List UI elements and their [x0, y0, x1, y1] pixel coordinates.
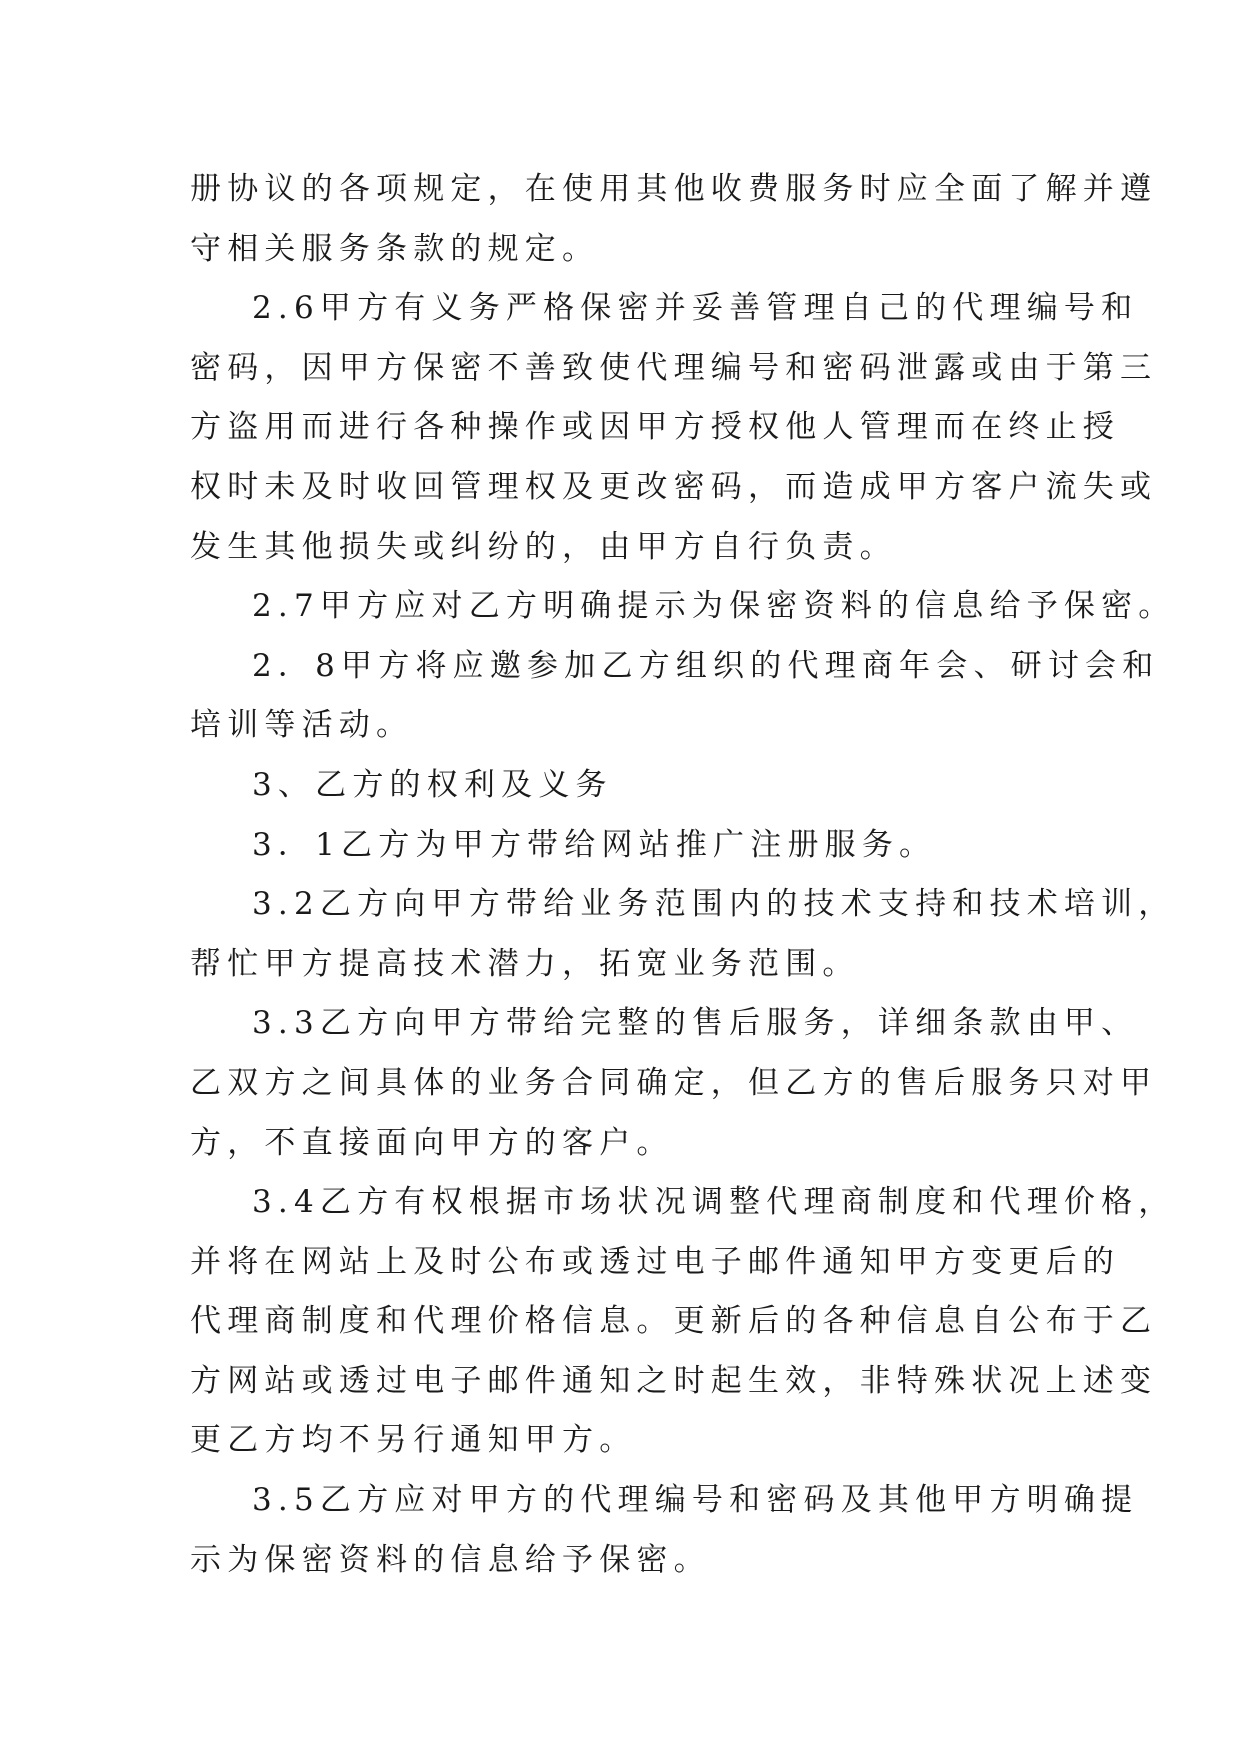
text-line: 3.3乙方向甲方带给完整的售后服务，详细条款由甲、 [252, 1005, 1139, 1042]
text-line: 2．8甲方将应邀参加乙方组织的代理商年会、研讨会和 [252, 647, 1160, 684]
text-line: 乙双方之间具体的业务合同确定，但乙方的售后服务只对甲 [190, 1064, 1158, 1101]
text-line: 方，不直接面向甲方的客户。 [190, 1124, 674, 1161]
text-line: 示为保密资料的信息给予保密。 [190, 1541, 711, 1578]
text-line: 帮忙甲方提高技术潜力，拓宽业务范围。 [190, 945, 860, 982]
text-line: 3.4乙方有权根据市场状况调整代理商制度和代理价格， [252, 1184, 1176, 1221]
text-line: 培训等活动。 [190, 707, 414, 744]
text-line: 方盗用而进行各种操作或因甲方授权他人管理而在终止授 [190, 409, 1120, 446]
text-line: 3、乙方的权利及义务 [252, 766, 613, 803]
text-line: 3．1乙方为甲方带给网站推广注册服务。 [252, 826, 937, 863]
document-body [190, 160, 1176, 1590]
text-line: 代理商制度和代理价格信息。更新后的各种信息自公布于乙 [190, 1303, 1158, 1340]
text-line: 权时未及时收回管理权及更改密码，而造成甲方客户流失或 [190, 468, 1158, 505]
text-line: 2.6甲方有义务严格保密并妥善管理自己的代理编号和 [252, 290, 1139, 327]
text-line: 3.5乙方应对甲方的代理编号和密码及其他甲方明确提 [252, 1482, 1139, 1519]
text-line: 3.2乙方向甲方带给业务范围内的技术支持和技术培训， [252, 886, 1176, 923]
text-line: 密码，因甲方保密不善致使代理编号和密码泄露或由于第三 [190, 349, 1158, 386]
text-line: 方网站或透过电子邮件通知之时起生效，非特殊状况上述变 [190, 1362, 1158, 1399]
text-line: 发生其他损失或纠纷的，由甲方自行负责。 [190, 528, 897, 565]
text-line: 并将在网站上及时公布或透过电子邮件通知甲方变更后的 [190, 1243, 1120, 1280]
text-line: 册协议的各项规定，在使用其他收费服务时应全面了解并遵 [190, 171, 1158, 207]
text-line: 守相关服务条款的规定。 [190, 230, 600, 267]
text-line: 2.7甲方应对乙方明确提示为保密资料的信息给予保密。 [252, 588, 1176, 625]
text-line: 更乙方均不另行通知甲方。 [190, 1422, 637, 1459]
